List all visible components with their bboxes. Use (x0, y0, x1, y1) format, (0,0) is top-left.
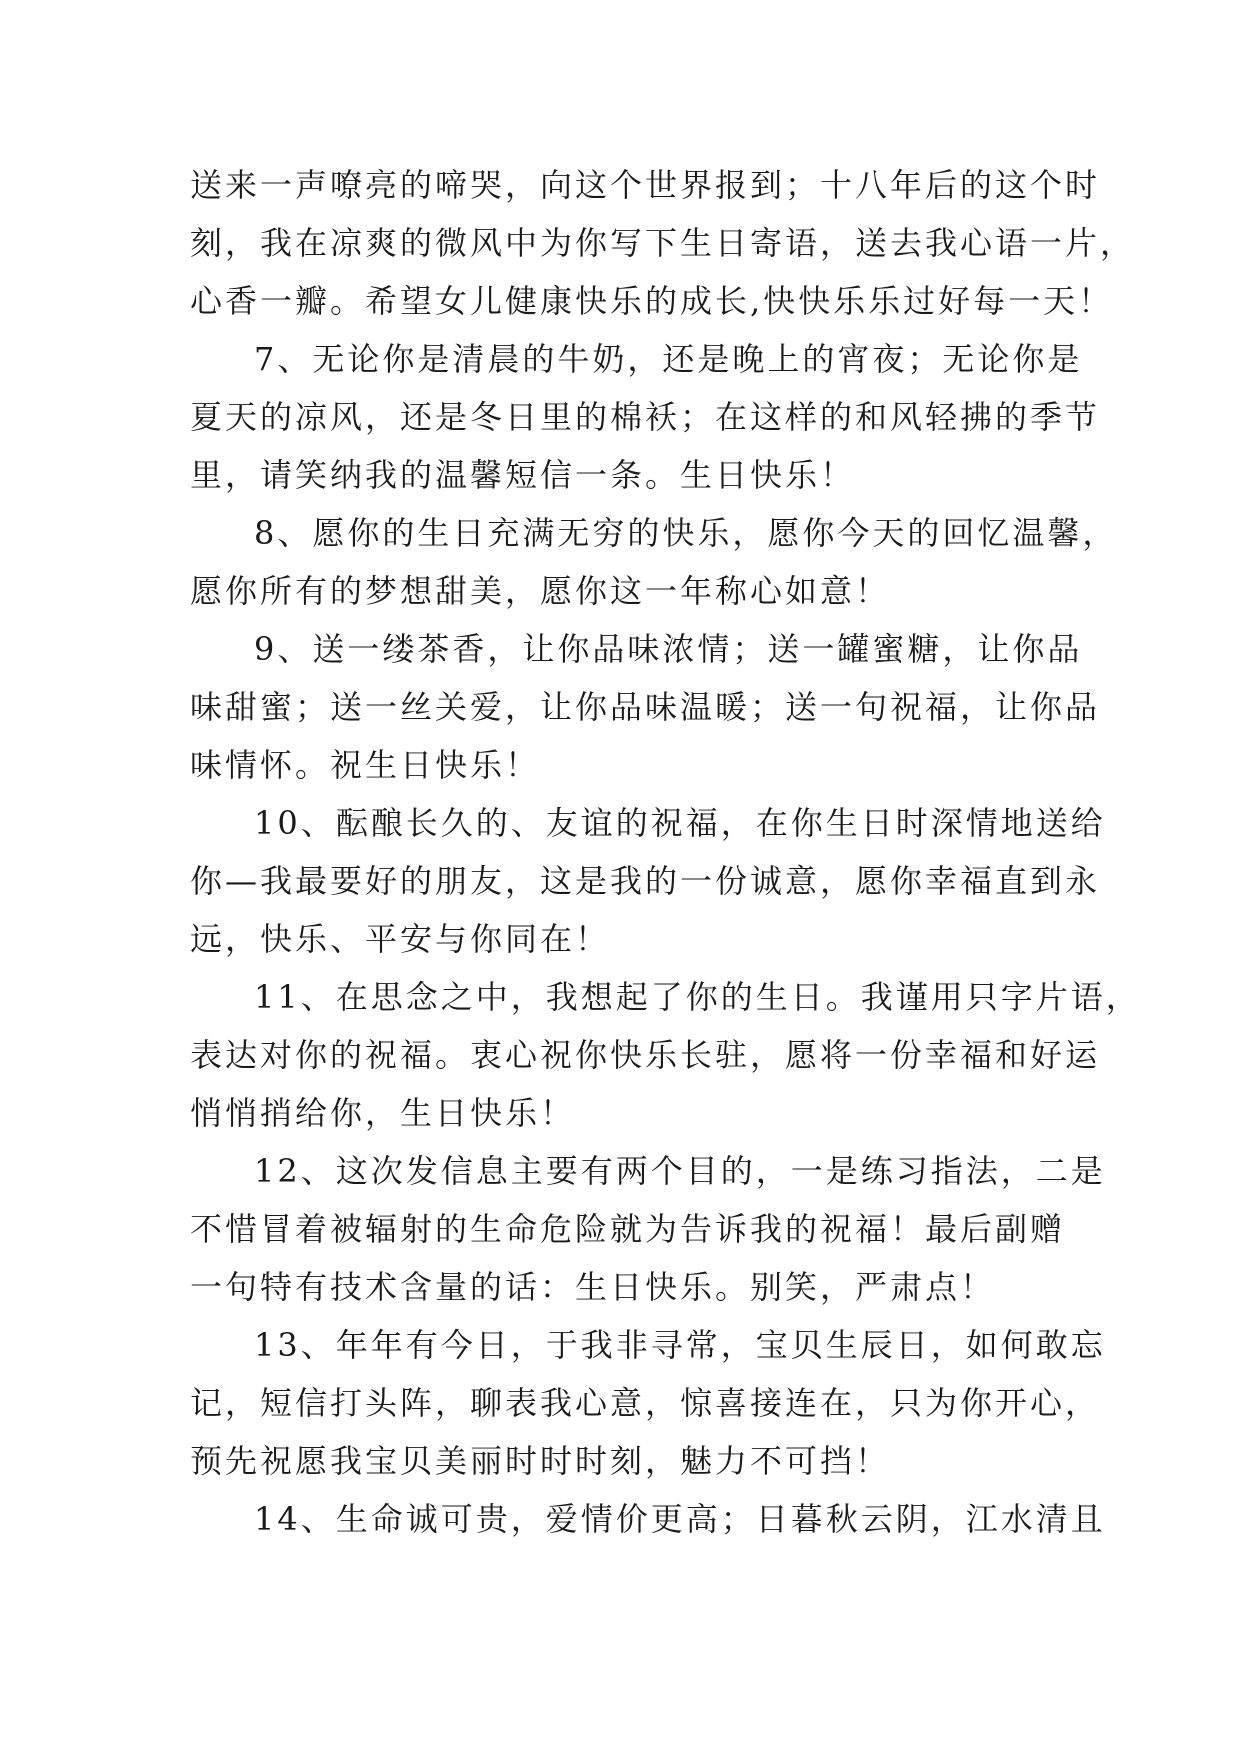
text-line: 悄悄捎给你，生日快乐！ (190, 1094, 576, 1132)
document-body (190, 156, 1141, 1548)
text-line: 你—我最要好的朋友，这是我的一份诚意，愿你幸福直到永 (190, 862, 1101, 900)
text-line: 记，短信打头阵，聊表我心意，惊喜接连在，只为你开心， (190, 1384, 1101, 1422)
paragraph-first-line: 14、生命诚可贵，爱情价更高；日暮秋云阴，江水清且 (254, 1500, 1106, 1538)
paragraph-first-line: 9、送一缕茶香，让你品味浓情；送一罐蜜糖，让你品 (254, 630, 1083, 668)
text-line: 味甜蜜；送一丝关爱，让你品味温暖；送一句祝福，让你品 (190, 688, 1101, 726)
text-line: 味情怀。祝生日快乐！ (190, 746, 541, 784)
paragraph-first-line: 12、这次发信息主要有两个目的，一是练习指法，二是 (254, 1152, 1106, 1190)
text-line: 刻，我在凉爽的微风中为你写下生日寄语，送去我心语一片， (190, 224, 1136, 262)
text-line: 夏天的凉风，还是冬日里的棉袄；在这样的和风轻拂的季节 (190, 398, 1101, 436)
paragraph-first-line: 13、年年有今日，于我非寻常，宝贝生辰日，如何敢忘 (254, 1326, 1106, 1364)
text-line: 愿你所有的梦想甜美，愿你这一年称心如意！ (190, 572, 891, 610)
text-line: 一句特有技术含量的话：生日快乐。别笑，严肃点！ (190, 1268, 996, 1306)
text-line: 里，请笑纳我的温馨短信一条。生日快乐！ (190, 456, 856, 494)
paragraph-first-line: 8、愿你的生日充满无穷的快乐，愿你今天的回忆温馨， (254, 514, 1118, 552)
text-line: 送来一声嘹亮的啼哭，向这个世界报到；十八年后的这个时 (190, 166, 1101, 204)
paragraph-first-line: 11、在思念之中，我想起了你的生日。我谨用只字片语， (254, 978, 1141, 1016)
text-line: 心香一瓣。希望女儿健康快乐的成长,快快乐乐过好每一天！ (190, 282, 1114, 320)
text-line: 表达对你的祝福。衷心祝你快乐长驻，愿将一份幸福和好运 (190, 1036, 1101, 1074)
text-line: 远，快乐、平安与你同在！ (190, 920, 611, 958)
text-line: 预先祝愿我宝贝美丽时时时刻，魅力不可挡！ (190, 1442, 891, 1480)
paragraph-first-line: 7、无论你是清晨的牛奶，还是晚上的宵夜；无论你是 (254, 340, 1083, 378)
text-line: 不惜冒着被辐射的生命危险就为告诉我的祝福！最后副赠 (190, 1210, 1066, 1248)
paragraph-first-line: 10、酝酿长久的、友谊的祝福，在你生日时深情地送给 (254, 804, 1106, 842)
